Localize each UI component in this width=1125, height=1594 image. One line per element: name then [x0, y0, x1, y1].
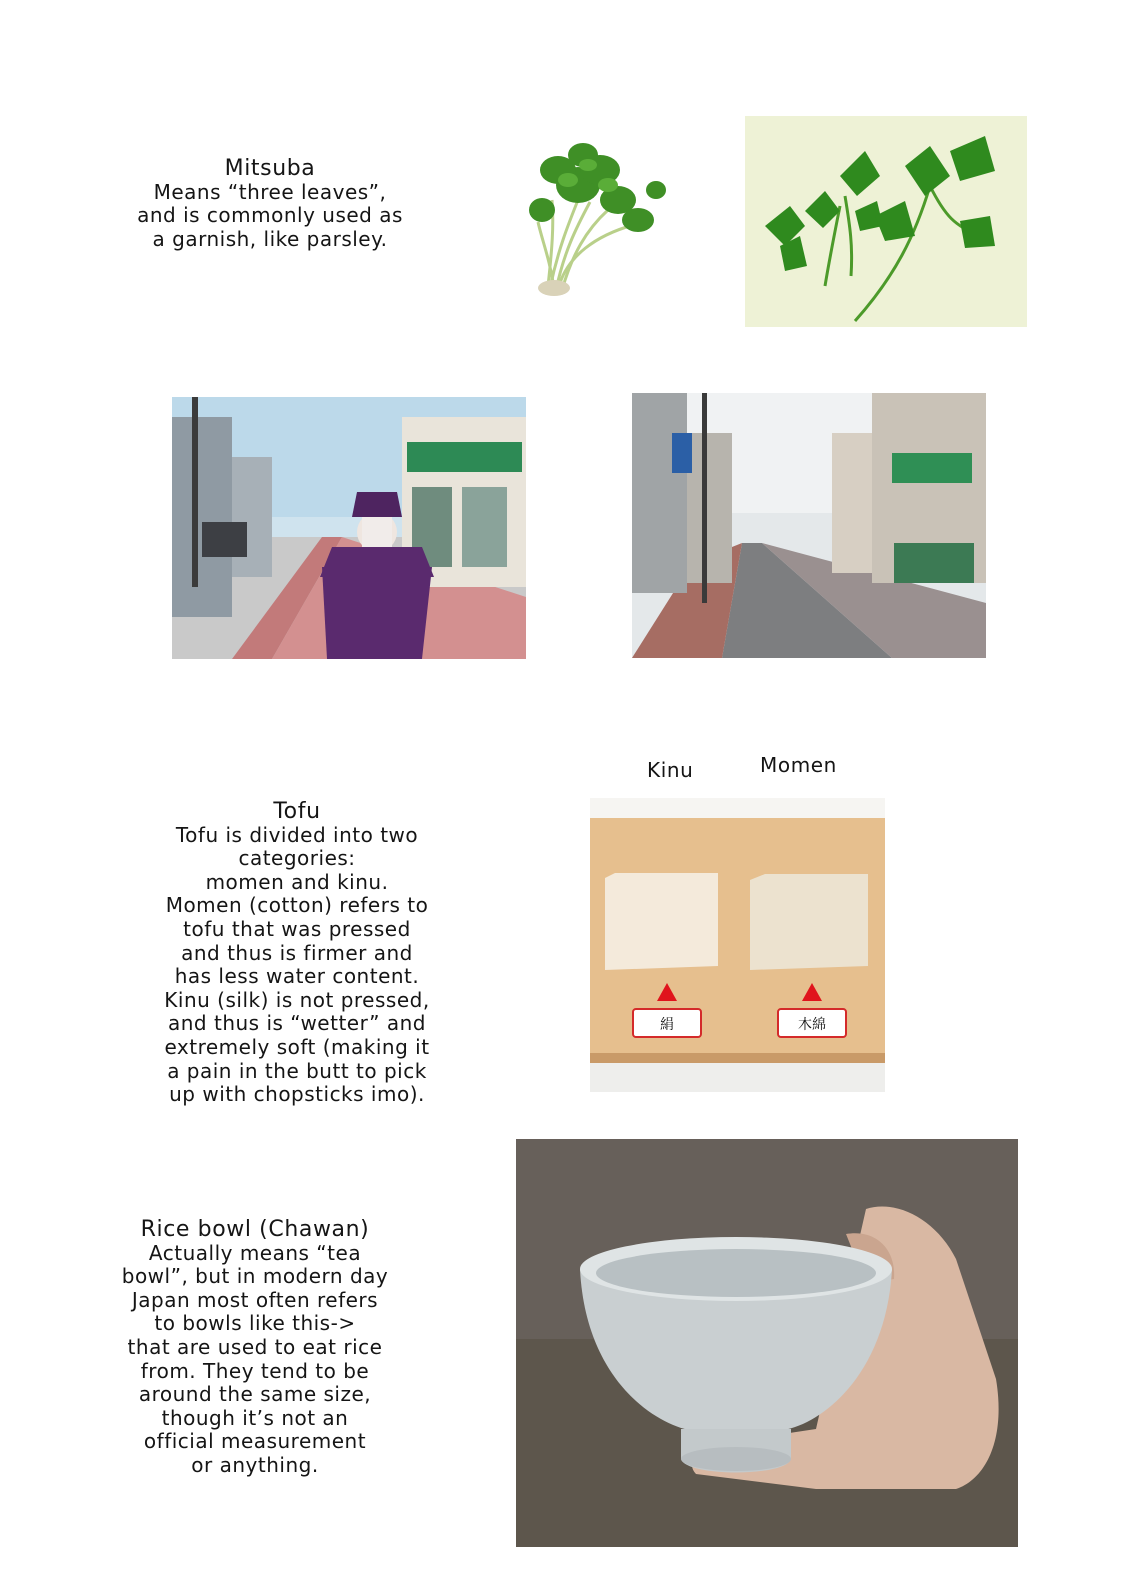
tofu-line: tofu that was pressed	[183, 916, 411, 941]
anime-street-scene	[172, 397, 526, 659]
tofu-line: and thus is firmer and	[181, 940, 413, 965]
mitsuba-line: and is commonly used as	[137, 203, 403, 228]
mitsuba-line: Means “three leaves”,	[153, 179, 387, 204]
mitsuba-bunch-photo	[528, 130, 673, 300]
chawan-line: that are used to eat rice	[127, 1334, 383, 1359]
chawan-line: or anything.	[191, 1452, 319, 1477]
chawan-line: to bowls like this->	[154, 1311, 356, 1336]
tofu-line: momen and kinu.	[205, 869, 389, 894]
mitsuba-title: Mitsuba	[224, 156, 316, 181]
chawan-line: bowl”, but in modern day	[121, 1264, 389, 1289]
tofu-text	[142, 800, 452, 1107]
tofu-line: Tofu is divided into two	[175, 822, 419, 847]
chawan-line: Japan most often refers	[131, 1287, 379, 1312]
chawan-line: official measurement	[143, 1429, 367, 1454]
tofu-line: categories:	[238, 846, 356, 871]
tofu-line: extremely soft (making it	[164, 1034, 430, 1059]
tofu-label-momen: Momen	[760, 753, 837, 777]
rice-bowl-photo	[516, 1139, 1018, 1547]
mitsuba-text	[110, 157, 430, 251]
tofu-title: Tofu	[273, 799, 321, 824]
chawan-title: Rice bowl (Chawan)	[140, 1217, 370, 1242]
tofu-line: Kinu (silk) is not pressed,	[164, 987, 430, 1012]
tofu-line: up with chopsticks imo).	[169, 1082, 425, 1107]
chawan-line: from. They tend to be	[140, 1358, 370, 1383]
mitsuba-leaves-photo	[745, 116, 1027, 327]
tofu-comparison-photo	[590, 798, 885, 1092]
tofu-line: a pain in the butt to pick	[167, 1058, 427, 1083]
tofu-line: has less water content.	[174, 964, 420, 989]
chawan-line: Actually means “tea	[148, 1240, 362, 1265]
chawan-line: around the same size,	[138, 1382, 372, 1407]
tofu-label-kinu: Kinu	[647, 758, 694, 782]
chawan-line: though it’s not an	[161, 1405, 349, 1430]
chawan-text	[100, 1218, 410, 1478]
sign-momen: 木綿	[798, 1017, 826, 1033]
mitsuba-line: a garnish, like parsley.	[152, 226, 388, 251]
tofu-line: Momen (cotton) refers to	[165, 893, 429, 918]
sign-kinu: 絹	[660, 1017, 674, 1033]
tofu-line: and thus is “wetter” and	[168, 1011, 426, 1036]
street-photo	[632, 393, 986, 658]
